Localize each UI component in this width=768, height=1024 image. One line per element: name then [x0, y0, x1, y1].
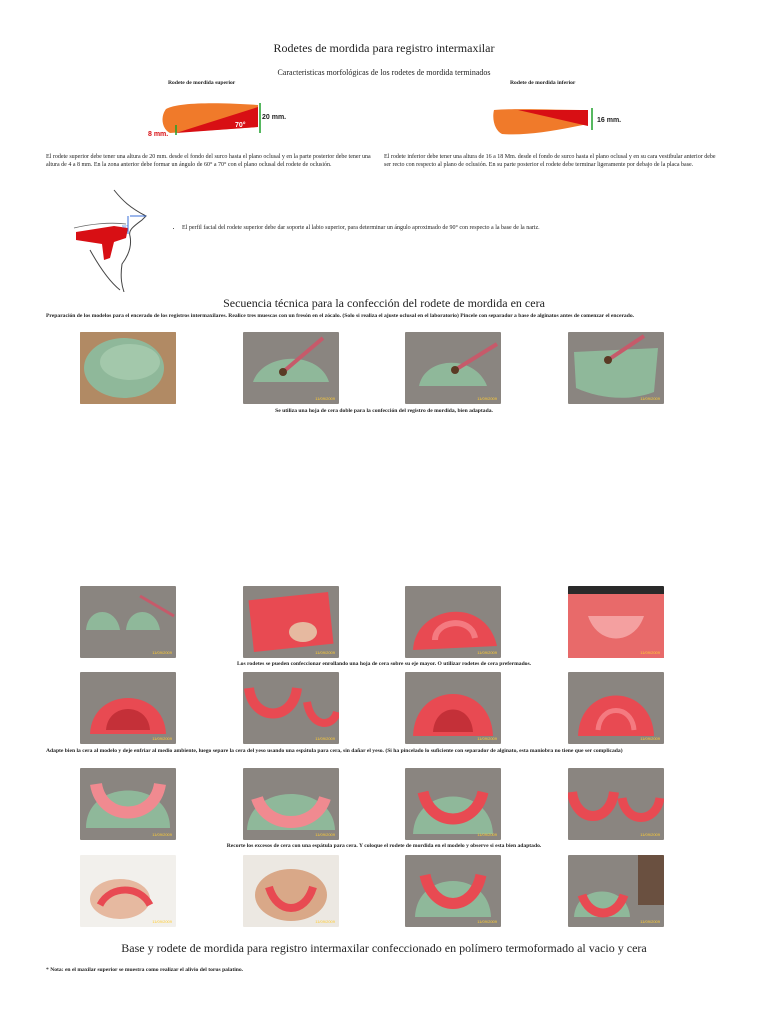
step-photo-16: 11/09/2009 — [568, 768, 664, 840]
profile-outline — [114, 190, 146, 292]
upper-dim-height: 20 mm. — [262, 114, 287, 121]
step-photo-17: 11/09/2009 — [80, 855, 176, 927]
step-photo-15: 11/09/2009 — [405, 768, 501, 840]
page-subtitle: Caracteristicas morfológicas de los rodetes de mordida terminados — [277, 68, 491, 77]
page-title: Rodetes de mordida para registro intermaxilar — [273, 41, 495, 55]
sequence-heading: Secuencia técnica para la confección del rodete de mordida en cera — [223, 296, 545, 310]
step-photo-11: 11/09/2009 — [405, 672, 501, 744]
step-photo-3: 11/09/2009 — [405, 332, 501, 404]
step-photo-20: 11/09/2009 — [568, 855, 664, 927]
step-photo-7: 11/09/2009 — [405, 586, 501, 658]
step-photo-9: 11/09/2009 — [80, 672, 176, 744]
upper-angle: 70° — [235, 122, 246, 129]
caption-3: Adapte bien la cera al modelo y deje enfriar al medio ambiente, luego separe la cera del yeso usando una espátula para cera, sin dañar el yeso. (Si ha pincelado lo suficiente con separador de alginato, esta maniobra no tiene que ser complicada) — [46, 748, 623, 754]
footer-heading: Base y rodete de mordida para registro intermaxilar confeccionado en polímero termoformado al vacio y cera — [121, 941, 647, 955]
lower-rim-diagram — [488, 104, 598, 140]
caption-4: Recorte los excesos de cera con una espátula para cera. Y coloque el rodete de mordida en el modelo y observe si esta bien adaptado. — [226, 843, 542, 849]
step-photo-19: 11/09/2009 — [405, 855, 501, 927]
lower-dim-height: 16 mm. — [597, 117, 622, 124]
step-photo-8: 11/09/2009 — [568, 586, 664, 658]
profile-angle: 90° — [122, 224, 128, 229]
upper-rim-label: Rodete de mordida superior — [168, 80, 236, 86]
profile-bullet-list — [170, 225, 710, 233]
footer-note: * Nota: en el maxilar superior se muestra como realizar el alivio del torus palatino. — [46, 967, 244, 973]
step-photo-14: 11/09/2009 — [243, 768, 339, 840]
step-photo-18: 11/09/2009 — [243, 855, 339, 927]
facial-profile-sketch — [70, 186, 160, 292]
sequence-intro: Preparación de los modelos para el encerado de los registros intermaxilares. Realice tres muescas con un fresón en el zócalo. (Solo si realiza el ajuste oclusal en el laboratorio) Pincele con separador a base de alginatos antes de comenzar el encerado. — [46, 313, 635, 319]
profile-bullet-item: • El perfil facial del rodete superior debe dar soporte al labio superior, para determinar un ángulo aproximado de 90° con respecto a la base de la nariz. — [182, 225, 710, 233]
upper-rim-description: El rodete superior debe tener una altura de 20 mm. desde el fondo del surco hasta el plano oclusal y en la parte posterior debe tener una altura de 4 a 8 mm. En la zona anterior debe formar un ángulo de 60° a 70° con el plano oclusal del rodete de oclusión. — [46, 154, 371, 168]
upper-dim-front: 8 mm. — [148, 131, 169, 138]
lower-rim-description: El rodete inferior debe tener una altura de 16 a 18 Mm. desde el fondo de surco hasta el plano oclusal y en su cara vestibular anterior debe ser recto con respecto al plano de oclusión. En su parte posterior el rodete debe terminar ligeramente por debajo de la placa base. — [384, 154, 716, 168]
lower-rim-label: Rodete de mordida inferior — [510, 80, 576, 86]
profile-rim — [76, 226, 128, 260]
step-photo-4: 11/09/2009 — [568, 332, 664, 404]
caption-1: Se utiliza una hoja de cera doble para la confección del registro de mordida, bien adaptada. — [275, 408, 493, 414]
step-photo-2: 11/09/2009 — [243, 332, 339, 404]
caption-2: Los rodetes se pueden confeccionar enrollando una hoja de cera sobre su eje mayor. O utilizar rodetes de cera prefermados. — [236, 661, 532, 667]
step-photo-1 — [80, 332, 176, 404]
step-photo-12: 11/09/2009 — [568, 672, 664, 744]
step-photo-5: 11/09/2009 — [80, 586, 176, 658]
step-photo-6: 11/09/2009 — [243, 586, 339, 658]
step-photo-10: 11/09/2009 — [243, 672, 339, 744]
step-photo-13: 11/09/2009 — [80, 768, 176, 840]
